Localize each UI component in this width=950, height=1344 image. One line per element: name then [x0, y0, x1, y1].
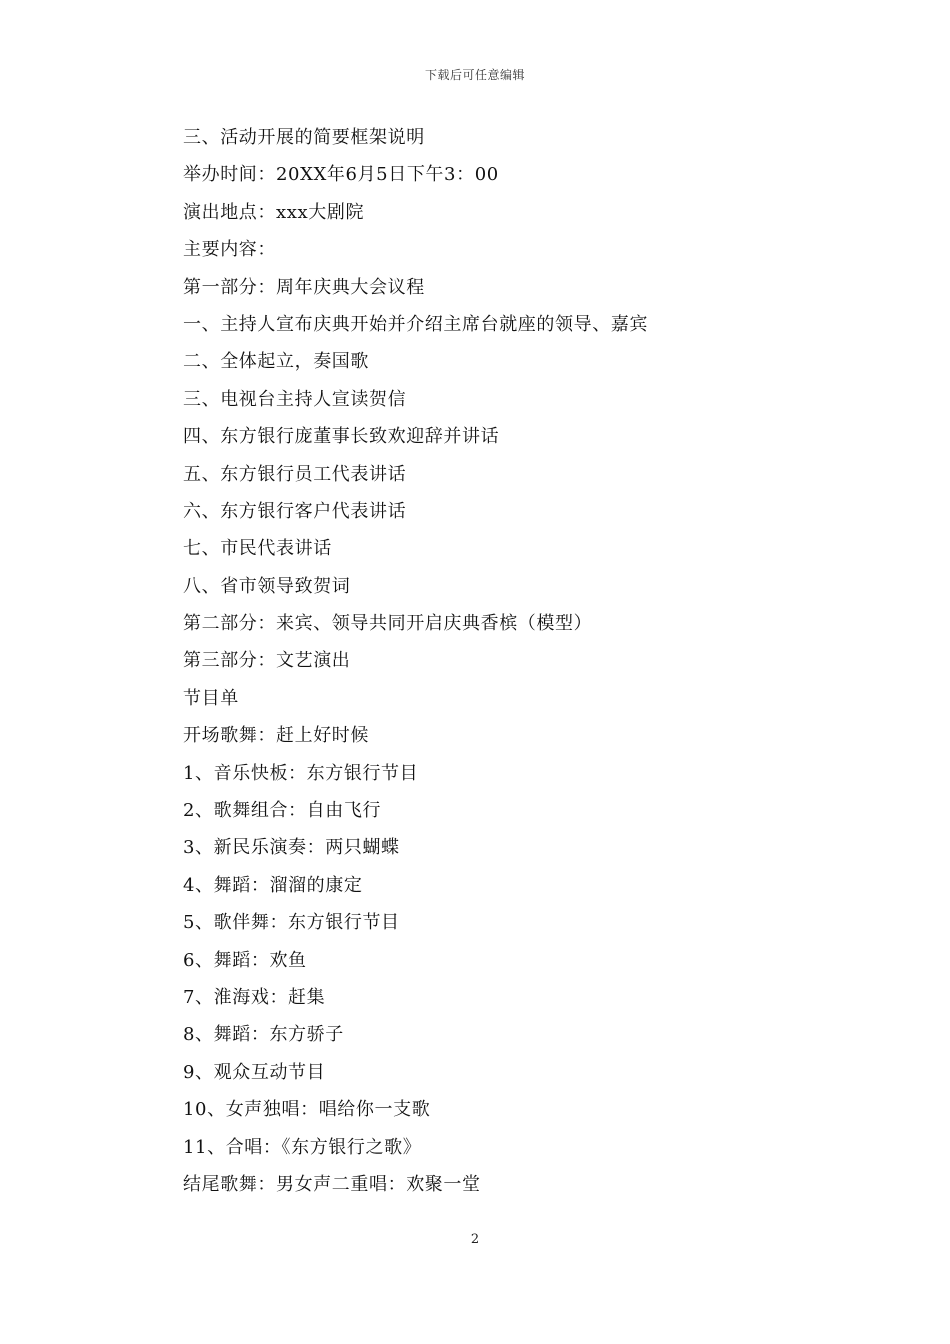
program-item: 结尾歌舞：男女声二重唱：欢聚一堂	[183, 1173, 481, 1195]
program-item: 10、女声独唱：唱给你一支歌	[183, 1099, 431, 1121]
program-item: 3、新民乐演奏：两只蝴蝶	[183, 837, 400, 859]
program-item: 2、歌舞组合：自由飞行	[183, 800, 382, 822]
agenda-item: 一、主持人宣布庆典开始并介绍主席台就座的领导、嘉宾	[183, 313, 648, 335]
program-item: 11、合唱：《东方银行之歌》	[183, 1136, 422, 1158]
section-heading: 三、活动开展的简要框架说明	[183, 127, 425, 148]
agenda-item: 五、东方银行员工代表讲话	[183, 463, 407, 485]
program-item: 8、舞蹈：东方骄子	[183, 1024, 344, 1046]
agenda-item: 八、省市领导致贺词	[183, 575, 351, 597]
agenda-item: 三、电视台主持人宣读贺信	[183, 388, 407, 410]
document-body	[183, 124, 823, 1208]
part-one-heading: 第一部分：周年庆典大会议程	[183, 276, 425, 298]
event-venue: 演出地点：xxx大剧院	[183, 201, 365, 223]
agenda-item: 六、东方银行客户代表讲话	[183, 500, 407, 522]
program-item: 4、舞蹈：溜溜的康定	[183, 874, 363, 896]
program-item: 9、观众互动节目	[183, 1061, 326, 1083]
program-item: 1、音乐快板：东方银行节目	[183, 762, 419, 784]
header-note: 下载后可任意编辑	[424, 68, 525, 82]
program-item: 7、淮海戏：赶集	[183, 986, 326, 1008]
main-content-label: 主要内容：	[183, 239, 276, 261]
event-time: 举办时间：20XX年6月5日下午3：00	[183, 164, 499, 186]
program-item: 5、歌伴舞：东方银行节目	[183, 912, 400, 934]
program-list-heading: 节目单	[183, 687, 239, 709]
program-item: 开场歌舞：赶上好时候	[183, 725, 369, 747]
agenda-item: 四、东方银行庞董事长致欢迎辞并讲话	[183, 426, 500, 448]
program-item: 6、舞蹈：欢鱼	[183, 949, 307, 971]
agenda-item: 二、全体起立，奏国歌	[183, 351, 369, 373]
part-two-heading: 第二部分：来宾、领导共同开启庆典香槟（模型）	[183, 613, 593, 635]
page-number: 2	[470, 1232, 480, 1247]
part-three-heading: 第三部分：文艺演出	[183, 650, 351, 672]
agenda-item: 七、市民代表讲话	[183, 538, 332, 560]
